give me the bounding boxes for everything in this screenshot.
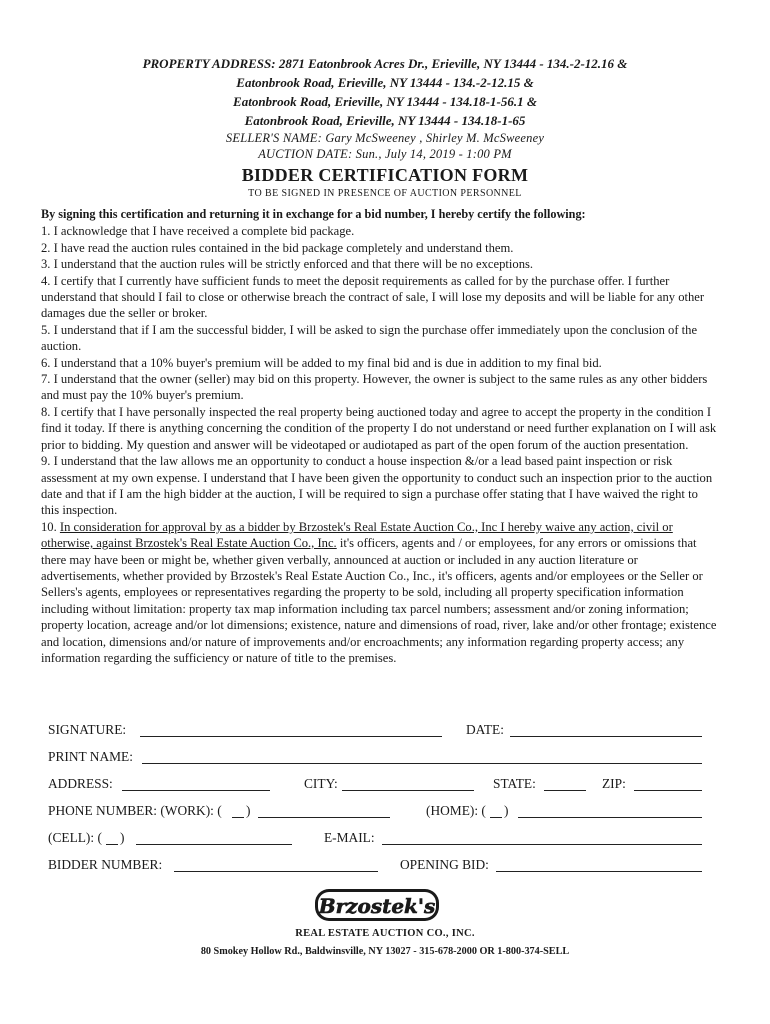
certification-item-5: 5. I understand that if I am the successful bidder, I will be asked to sign the purchase offer immediately upon the conclusion of the auction. xyxy=(41,322,698,354)
logo-text: Brzostek's xyxy=(318,894,436,918)
cell-area-code-field[interactable] xyxy=(106,830,118,845)
city-label: CITY: xyxy=(304,776,338,791)
cell-label: (CELL): ( xyxy=(48,830,102,845)
address-field[interactable] xyxy=(122,776,270,791)
bidder-number-row xyxy=(48,857,708,879)
item-10-number: 10. xyxy=(41,519,57,534)
phone-row xyxy=(48,803,708,825)
date-field[interactable] xyxy=(510,722,702,737)
signature-field[interactable] xyxy=(140,722,442,737)
phone-work-close-paren: ) xyxy=(246,803,251,818)
phone-home-label: (HOME): ( xyxy=(426,803,486,818)
signature-row xyxy=(48,722,708,744)
date-label: DATE: xyxy=(466,722,504,737)
phone-home-number-field[interactable] xyxy=(518,803,702,818)
certification-item-3: 3. I understand that the auction rules will be strictly enforced and that there will be no exceptions. xyxy=(41,257,534,272)
form-subtitle: TO BE SIGNED IN PRESENCE OF AUCTION PERSONNEL xyxy=(248,188,522,199)
auction-date: AUCTION DATE: Sun., July 14, 2019 - 1:00 PM xyxy=(258,147,512,161)
certification-item-10 xyxy=(41,519,717,667)
cell-number-field[interactable] xyxy=(136,830,292,845)
phone-home-area-code-field[interactable] xyxy=(490,803,502,818)
seller-name: SELLER'S NAME: Gary McSweeney , Shirley M. McSweeney xyxy=(225,131,545,145)
brzosteks-logo xyxy=(313,885,441,925)
address-label: ADDRESS: xyxy=(48,776,113,791)
opening-bid-label: OPENING BID: xyxy=(400,857,489,872)
cell-email-row xyxy=(48,830,708,852)
certification-item-4: 4. I certify that I currently have sufficient funds to meet the deposit requirements as called for by the purchase offer. I further understand that should I fail to close or otherwise breach the contract of sale, I will lose my deposits and will be liable for any other damages due the seller or broker. xyxy=(41,273,705,321)
phone-work-area-code-field[interactable] xyxy=(232,803,244,818)
bidder-number-label: BIDDER NUMBER: xyxy=(48,857,163,872)
company-address: 80 Smokey Hollow Rd., Baldwinsville, NY 13027 - 315-678-2000 OR 1-800-374-SELL xyxy=(200,946,570,957)
print-name-label: PRINT NAME: xyxy=(48,749,133,764)
zip-field[interactable] xyxy=(634,776,702,791)
certification-item-2: 2. I have read the auction rules contained in the bid package completely and understand them. xyxy=(41,240,514,255)
signature-label: SIGNATURE: xyxy=(48,722,127,737)
email-field[interactable] xyxy=(382,830,702,845)
certification-item-6: 6. I understand that a 10% buyer's premium will be added to my final bid and is due in addition to my final bid. xyxy=(41,355,602,370)
property-address-line-4: Eatonbrook Road, Erieville, NY 13444 - 134.18-1-65 xyxy=(244,113,526,128)
address-row xyxy=(48,776,708,798)
company-name: REAL ESTATE AUCTION CO., INC. xyxy=(295,928,475,939)
certification-intro: By signing this certification and returning it in exchange for a bid number, I hereby certify the following: xyxy=(41,207,586,221)
opening-bid-field[interactable] xyxy=(496,857,702,872)
city-field[interactable] xyxy=(342,776,474,791)
certification-item-8: 8. I certify that I have personally inspected the real property being auctioned today and agree to accept the property in the condition I find it today. If there is anything concerning the condition of the property I do not understand or need further explanation on I will ask prior to bidding. My question and answer will be videotaped or audiotaped as part of the open forum of the auction presentation. xyxy=(41,404,717,452)
item-10-waiver-underlined: In consideration for approval by as a bidder by Brzostek's Real Estate Auction Co., Inc I hereby waive any action, civil or otherwise, against Brzostek's Real Estate Auction Co., Inc. xyxy=(41,519,673,551)
print-name-field[interactable] xyxy=(142,749,702,764)
certification-item-1: 1. I acknowledge that I have received a complete bid package. xyxy=(41,224,355,239)
form-header xyxy=(0,54,770,202)
certification-item-7: 7. I understand that the owner (seller) may bid on this property. However, the owner is subject to the same rules as any other bidders and must pay the 10% buyer's premium. xyxy=(41,372,708,403)
phone-home-close-paren: ) xyxy=(504,803,509,818)
phone-work-label: PHONE NUMBER: (WORK): ( xyxy=(48,803,222,818)
item-10-rest: it's officers, agents and / or employees, for any errors or omissions that there may have been or might be, whether given verbally, announced at auction or included in any auction literature or advertisements, whether provided by Brzostek's Real Estate Auction Co., Inc., it's officers, agents and/or employees or the Seller or Sellers's agents, employees or representatives regarding the property to be sold, including all property specification information including without limitation: property tax map information including tax parcel numbers; assessment and/or zoning information; property location, acreage and/or lot dimensions; existence, nature and dimensions of road, river, lake and/or other frontage; existence and location, dimensions and/or nature of improvements and/or encroachments; any information regarding property access; any information regarding the sufficiency or nature of title to the premises. xyxy=(41,536,717,665)
certification-item-9: 9. I understand that the law allows me an opportunity to conduct a house inspection &/or a lead based paint inspection or risk assessment at my own expense. I understand that I have been given the opportunity to conduct such an inspection prior to the auction date and that if I am the high bidder at the auction, I will be required to sign a purchase offer stating that I have waived the right to this inspection. xyxy=(41,454,713,518)
form-title: BIDDER CERTIFICATION FORM xyxy=(241,165,529,185)
state-field[interactable] xyxy=(544,776,586,791)
property-address-line-1: PROPERTY ADDRESS: 2871 Eatonbrook Acres Dr., Erieville, NY 13444 - 134.-2-12.16 & xyxy=(142,56,628,71)
email-label: E-MAIL: xyxy=(324,830,375,845)
state-label: STATE: xyxy=(493,776,536,791)
property-address-line-2: Eatonbrook Road, Erieville, NY 13444 - 134.-2-12.15 & xyxy=(236,75,534,90)
certification-body xyxy=(41,206,717,666)
zip-label: ZIP: xyxy=(602,776,626,791)
bidder-number-field[interactable] xyxy=(174,857,378,872)
cell-close-paren: ) xyxy=(120,830,125,845)
print-name-row xyxy=(48,749,708,771)
property-address-line-3: Eatonbrook Road, Erieville, NY 13444 - 134.18-1-56.1 & xyxy=(233,94,537,109)
phone-work-number-field[interactable] xyxy=(258,803,390,818)
